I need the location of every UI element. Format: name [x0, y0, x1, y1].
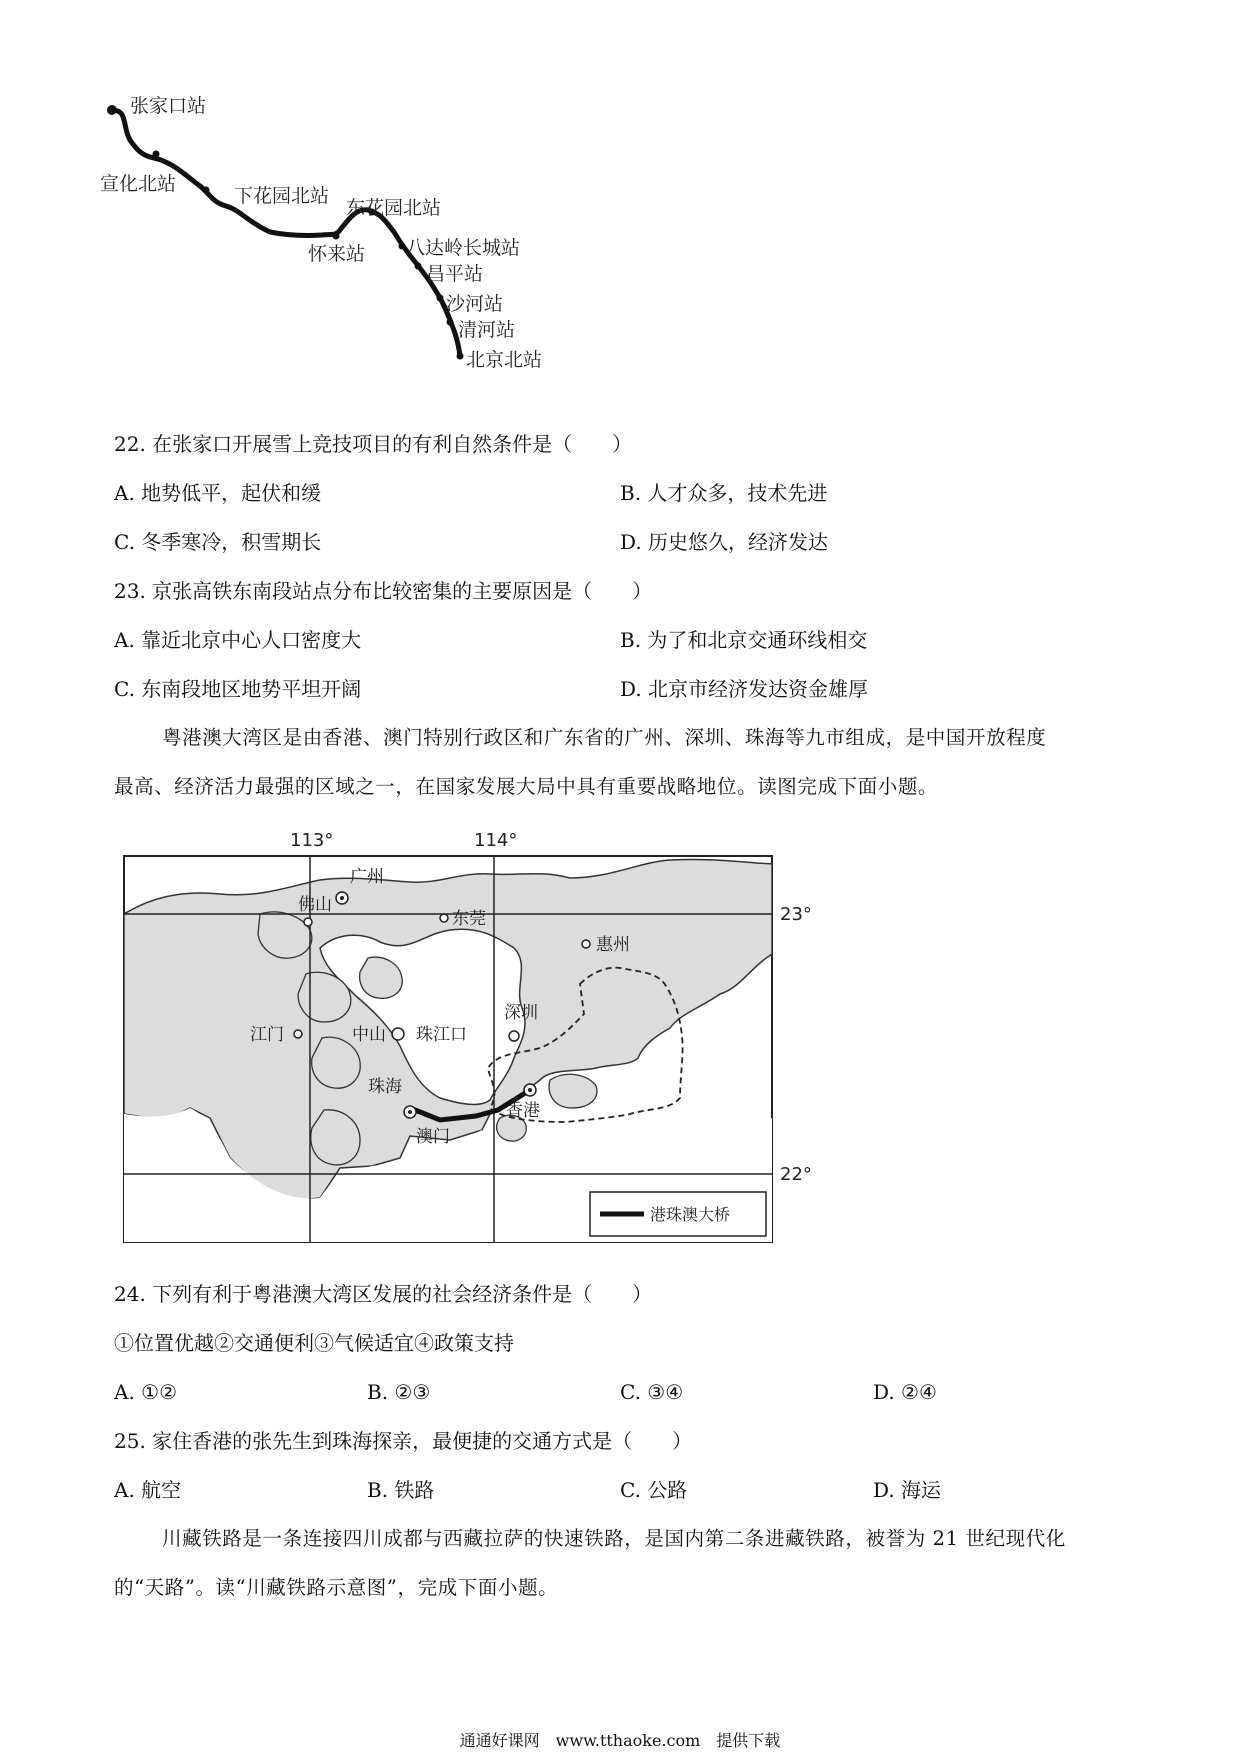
q23-option-b: B. 为了和北京交通环线相交 — [620, 628, 868, 652]
station-dot — [107, 105, 117, 115]
gba-passage-line2: 最高、经济活力最强的区域之一，在国家发展大局中具有重要战略地位。读图完成下面小题。 — [114, 775, 939, 798]
city-label-zhongshan: 中山 — [352, 1025, 386, 1045]
lat-label-23: 23° — [780, 904, 812, 925]
sczz-passage-line2: 的“天路”。读“川藏铁路示意图”，完成下面小题。 — [114, 1576, 559, 1599]
q22-option-d: D. 历史悠久，经济发达 — [620, 530, 829, 554]
city-marker — [404, 1106, 416, 1118]
station-label: 怀来站 — [308, 243, 366, 265]
city-marker — [304, 918, 312, 926]
station-dot — [203, 187, 210, 194]
city-label-jiangmen: 江门 — [250, 1025, 284, 1045]
q23-stem: 23. 京张高铁东南段站点分布比较密集的主要原因是（ ） — [114, 579, 653, 603]
q25-option-c: C. 公路 — [620, 1478, 688, 1502]
q25-stem: 25. 家住香港的张先生到珠海探亲，最便捷的交通方式是（ ） — [114, 1429, 693, 1453]
q24-stem: 24. 下列有利于粤港澳大湾区发展的社会经济条件是（ ） — [114, 1282, 653, 1306]
city-marker — [440, 914, 448, 922]
lon-label-114: 114° — [474, 830, 518, 851]
city-marker — [336, 892, 348, 904]
legend-label: 港珠澳大桥 — [650, 1205, 731, 1224]
city-label-macau: 澳门 — [416, 1127, 450, 1147]
q23-option-a: A. 靠近北京中心人口密度大 — [114, 628, 362, 652]
q22-option-b: B. 人才众多，技术先进 — [620, 481, 828, 505]
city-marker — [294, 1030, 302, 1038]
city-label-pearl-estuary: 珠江口 — [416, 1025, 467, 1045]
gba-map — [110, 818, 830, 1248]
station-dot — [333, 233, 340, 240]
city-marker — [509, 1031, 519, 1041]
station-label: 下花园北站 — [234, 185, 330, 207]
q23-option-c: C. 东南段地区地势平坦开阔 — [114, 677, 362, 701]
city-label-zhuhai: 珠海 — [368, 1077, 402, 1097]
q22-stem: 22. 在张家口开展雪上竞技项目的有利自然条件是（ ） — [114, 432, 633, 456]
station-label: 昌平站 — [426, 263, 484, 285]
city-label-foshan: 佛山 — [298, 895, 332, 915]
station-label: 清河站 — [458, 319, 516, 341]
city-label-guangzhou: 广州 — [350, 867, 384, 887]
q23-option-d: D. 北京市经济发达资金雄厚 — [620, 677, 869, 701]
city-marker — [392, 1028, 404, 1040]
q25-option-d: D. 海运 — [873, 1478, 942, 1502]
rail-route-map — [100, 90, 620, 420]
lon-label-113: 113° — [290, 830, 334, 851]
station-dot — [415, 263, 422, 270]
lat-label-22: 22° — [780, 1164, 812, 1185]
q24-option-a: A. ①② — [114, 1380, 178, 1404]
station-label: 张家口站 — [130, 95, 207, 117]
city-marker — [524, 1084, 536, 1096]
station-dot — [399, 243, 406, 250]
station-label: 宣化北站 — [100, 173, 177, 195]
q24-option-b: B. ②③ — [367, 1380, 431, 1404]
station-label: 沙河站 — [446, 293, 504, 315]
station-dot — [447, 319, 454, 326]
q22-option-c: C. 冬季寒冷，积雪期长 — [114, 530, 322, 554]
city-label-dongguan: 东莞 — [452, 909, 486, 929]
city-label-huizhou: 惠州 — [596, 935, 630, 955]
gba-passage-line1: 粤港澳大湾区是由香港、澳门特别行政区和广东省的广州、深圳、珠海等九市组成，是中国开放程度 — [162, 726, 1047, 749]
station-label: 八达岭长城站 — [406, 237, 521, 259]
q25-option-a: A. 航空 — [114, 1478, 182, 1502]
q24-option-d: D. ②④ — [873, 1380, 937, 1404]
city-label-shenzhen: 深圳 — [504, 1003, 538, 1023]
station-label: 东花园北站 — [346, 197, 442, 219]
station-dot — [457, 353, 464, 360]
rail-line — [112, 110, 460, 356]
city-label-hongkong: 香港 — [506, 1101, 540, 1121]
sczz-passage-line1: 川藏铁路是一条连接四川成都与西藏拉萨的快速铁路，是国内第二条进藏铁路，被誉为 21 世纪现代化 — [162, 1527, 1066, 1550]
station-dot — [437, 295, 444, 302]
city-marker — [582, 940, 590, 948]
q24-option-c: C. ③④ — [620, 1380, 684, 1404]
lantau-island — [549, 1074, 597, 1108]
page-footer: 通通好课网 www.tthaoke.com 提供下载 — [459, 1731, 781, 1750]
q22-option-a: A. 地势低平，起伏和缓 — [114, 481, 322, 505]
station-label: 北京北站 — [466, 349, 543, 371]
q25-option-b: B. 铁路 — [367, 1478, 435, 1502]
q24-items: ①位置优越②交通便利③气候适宜④政策支持 — [114, 1331, 514, 1355]
station-dot — [153, 151, 160, 158]
